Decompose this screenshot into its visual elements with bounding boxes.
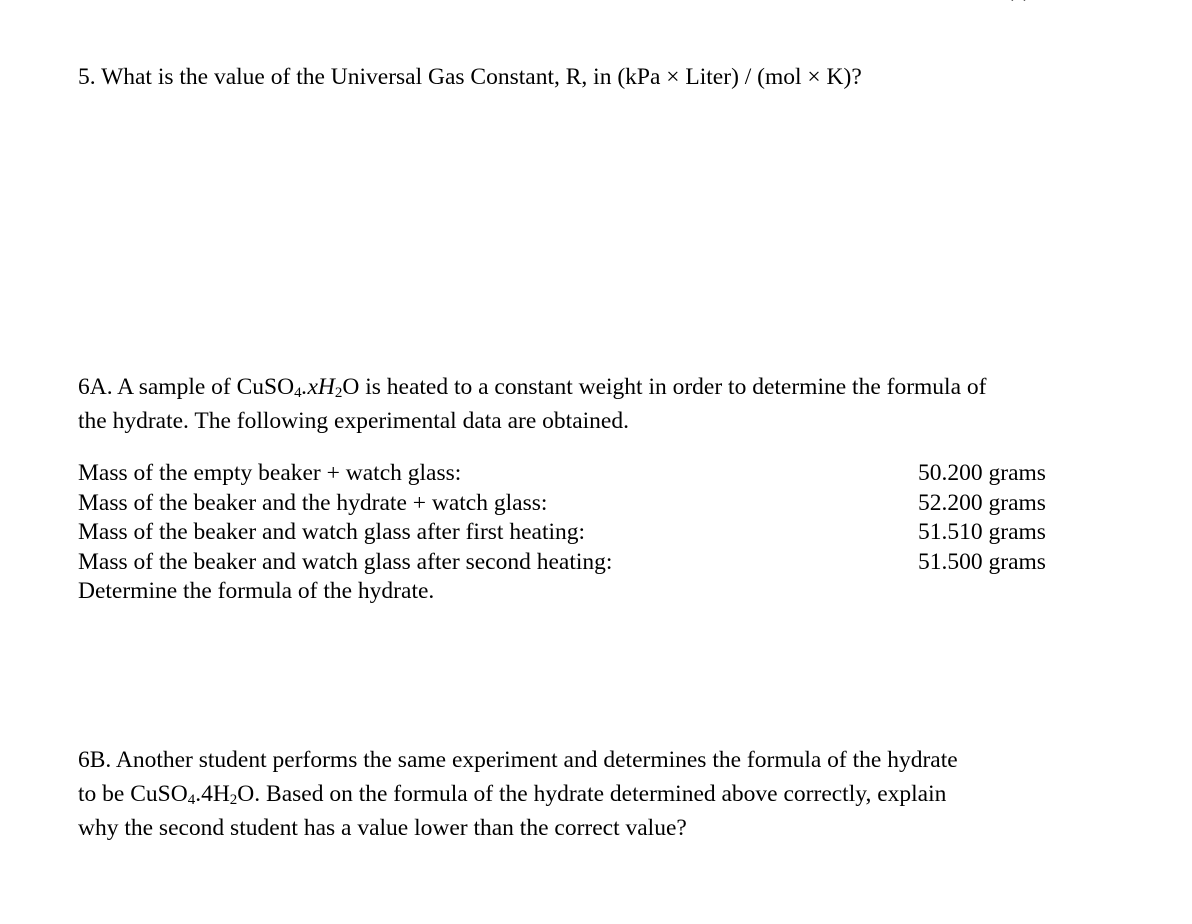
question-6a-line-1: 6A. A sample of $CuSO_4.xH_2O$ is heated to a constant weight in order to determine the formula of xyxy=(78,374,987,401)
determine-formula-instruction: Determine the formula of the hydrate. xyxy=(78,578,435,604)
data-row-value: 51.500 grams xyxy=(918,548,1046,575)
data-row-value: 51.510 grams xyxy=(918,519,1046,545)
question-6b-line-2: to be $CuSO_4.4H_2O$. Based on the formula of the hydrate determined above correctly, explain xyxy=(78,781,947,808)
experimental-data-table xyxy=(78,459,1058,607)
question-6b xyxy=(78,743,958,845)
question-6b-line-3: why the second student has a value lower than the correct value? xyxy=(78,815,687,841)
data-instruction-row xyxy=(78,577,1058,607)
data-row-label: Mass of the beaker and watch glass after second heating: xyxy=(78,548,613,575)
page-corner-mark: · · xyxy=(1010,0,1029,9)
data-row-value: 50.200 grams xyxy=(918,460,1046,486)
question-5 xyxy=(78,60,862,94)
data-row-label: Mass of the beaker and watch glass after first heating: xyxy=(78,519,586,545)
question-6b-line-1: 6B. Another student performs the same experiment and determines the formula of the hydrate xyxy=(78,747,958,773)
data-row-value: 52.200 grams xyxy=(918,489,1046,516)
data-row xyxy=(78,518,1058,548)
question-6a-line-2: the hydrate. The following experimental data are obtained. xyxy=(78,408,629,434)
data-row xyxy=(78,548,1058,578)
data-row xyxy=(78,489,1058,519)
data-row xyxy=(78,459,1058,489)
data-row-label: Mass of the beaker and the hydrate + watch glass: xyxy=(78,489,548,516)
question-6a xyxy=(78,370,986,438)
data-row-label: Mass of the empty beaker + watch glass: xyxy=(78,460,462,486)
question-5-text: 5. What is the value of the Universal Gas Constant, R, in (kPa × Liter) / (mol × K)? xyxy=(78,64,862,90)
